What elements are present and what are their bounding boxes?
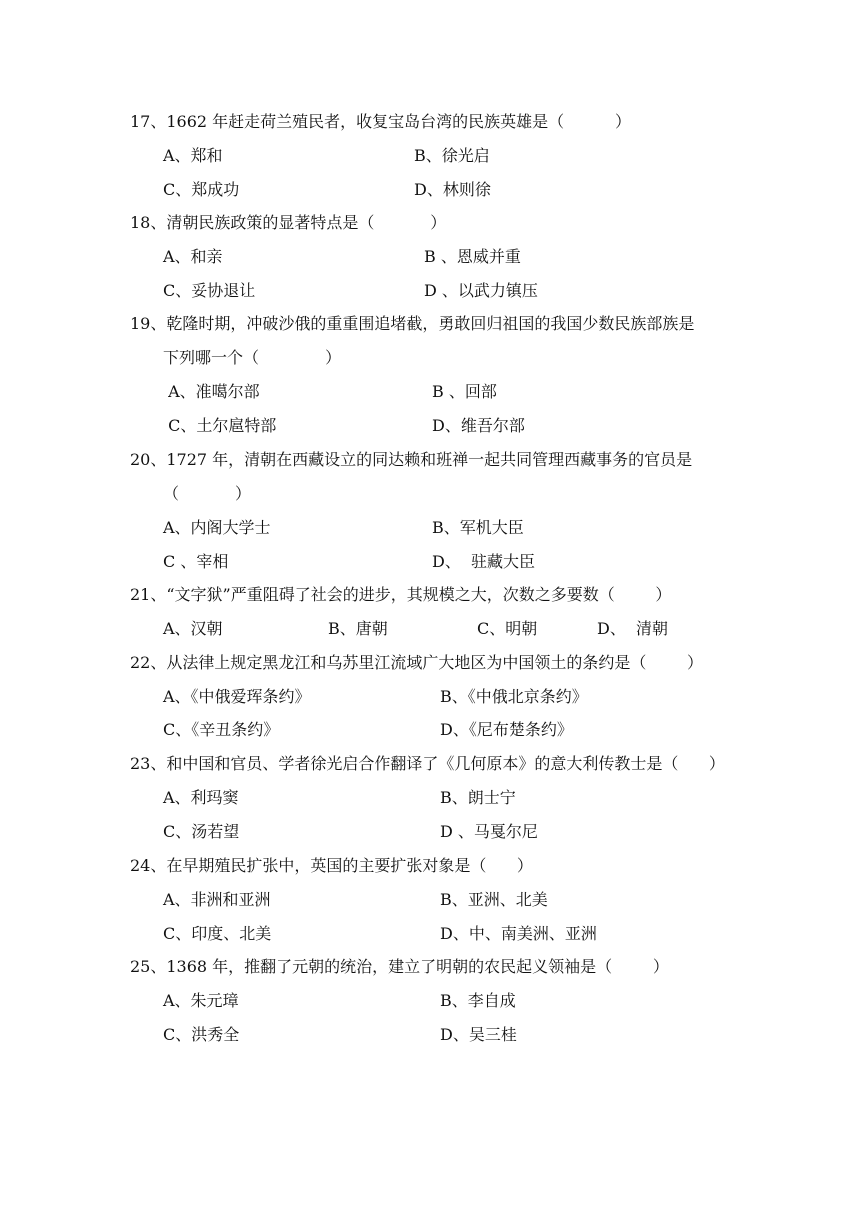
question-21-option-c: C、明朝 [477, 619, 538, 638]
question-18-option-a: A、和亲 [163, 247, 223, 266]
question-23-option-b: B、朗士宁 [440, 788, 516, 807]
question-17-option-c: C、郑成功 [163, 180, 240, 199]
question-23-option-d: D 、马戛尔尼 [440, 822, 538, 841]
question-17-stem: 17、1662 年赶走荷兰殖民者，收复宝岛台湾的民族英雄是（ ） [130, 112, 632, 131]
question-25-option-b: B、李自成 [440, 991, 516, 1010]
question-17-option-a: A、郑和 [163, 146, 223, 165]
question-25-option-d: D、吴三桂 [440, 1025, 517, 1044]
question-20-stem-continued: （ ） [163, 484, 251, 503]
question-25-option-a: A、朱元璋 [163, 991, 239, 1010]
question-21-option-d: D、 清朝 [597, 619, 669, 638]
question-22-option-b: B、《中俄北京条约》 [440, 687, 588, 706]
question-20-option-d: D、 驻藏大臣 [432, 552, 536, 571]
question-24-option-d: D、中、南美洲、亚洲 [440, 924, 597, 943]
question-19-stem: 19、乾隆时期，冲破沙俄的重重围追堵截，勇敢回归祖国的我国少数民族部族是 [130, 314, 695, 333]
question-18-option-d: D 、以武力镇压 [424, 281, 538, 300]
question-23-option-a: A、利玛窦 [163, 788, 239, 807]
question-23-stem: 23、和中国和官员、学者徐光启合作翻译了《几何原本》的意大利传教士是（ ） [130, 754, 725, 773]
question-19-option-c: C、土尔扈特部 [163, 416, 277, 435]
question-20-stem: 20、1727 年，清朝在西藏设立的同达赖和班禅一起共同管理西藏事务的官员是 [130, 450, 693, 469]
question-21-option-a: A、汉朝 [163, 619, 223, 638]
question-24-stem: 24、在早期殖民扩张中，英国的主要扩张对象是（ ） [130, 856, 533, 875]
question-22-option-c: C、《辛丑条约》 [163, 720, 280, 739]
question-20-option-c: C 、宰相 [163, 552, 229, 571]
question-17-option-d: D、林则徐 [414, 180, 491, 199]
question-23-option-c: C、汤若望 [163, 822, 240, 841]
question-20-option-a: A、内阁大学士 [163, 518, 271, 537]
question-20-option-b: B、军机大臣 [432, 518, 524, 537]
question-18-stem: 18、清朝民族政策的显著特点是（ ） [130, 213, 447, 232]
question-22-option-d: D、《尼布楚条约》 [440, 720, 573, 739]
question-18-option-b: B 、恩威并重 [424, 247, 521, 266]
question-18-option-c: C、妥协退让 [163, 281, 256, 300]
question-24-option-a: A、非洲和亚洲 [163, 890, 271, 909]
question-21-stem: 21、“文字狱”严重阻碍了社会的进步，其规模之大，次数之多要数（ ） [130, 585, 672, 604]
question-22-stem: 22、从法律上规定黑龙江和乌苏里江流域广大地区为中国领土的条约是（ ） [130, 653, 704, 672]
question-24-option-b: B、亚洲、北美 [440, 890, 548, 909]
question-17-option-b: B、徐光启 [414, 146, 490, 165]
question-19-stem-continued: 下列哪一个（ ） [163, 348, 342, 367]
question-24-option-c: C、印度、北美 [163, 924, 272, 943]
question-25-option-c: C、洪秀全 [163, 1025, 240, 1044]
question-19-option-d: D、维吾尔部 [432, 416, 525, 435]
question-25-stem: 25、1368 年，推翻了元朝的统治，建立了明朝的农民起义领袖是（ ） [130, 957, 669, 976]
question-21-option-b: B、唐朝 [328, 619, 388, 638]
question-19-option-a: A、准噶尔部 [163, 382, 260, 401]
question-22-option-a: A、《中俄爱珲条约》 [163, 687, 311, 706]
question-19-option-b: B 、回部 [432, 382, 497, 401]
